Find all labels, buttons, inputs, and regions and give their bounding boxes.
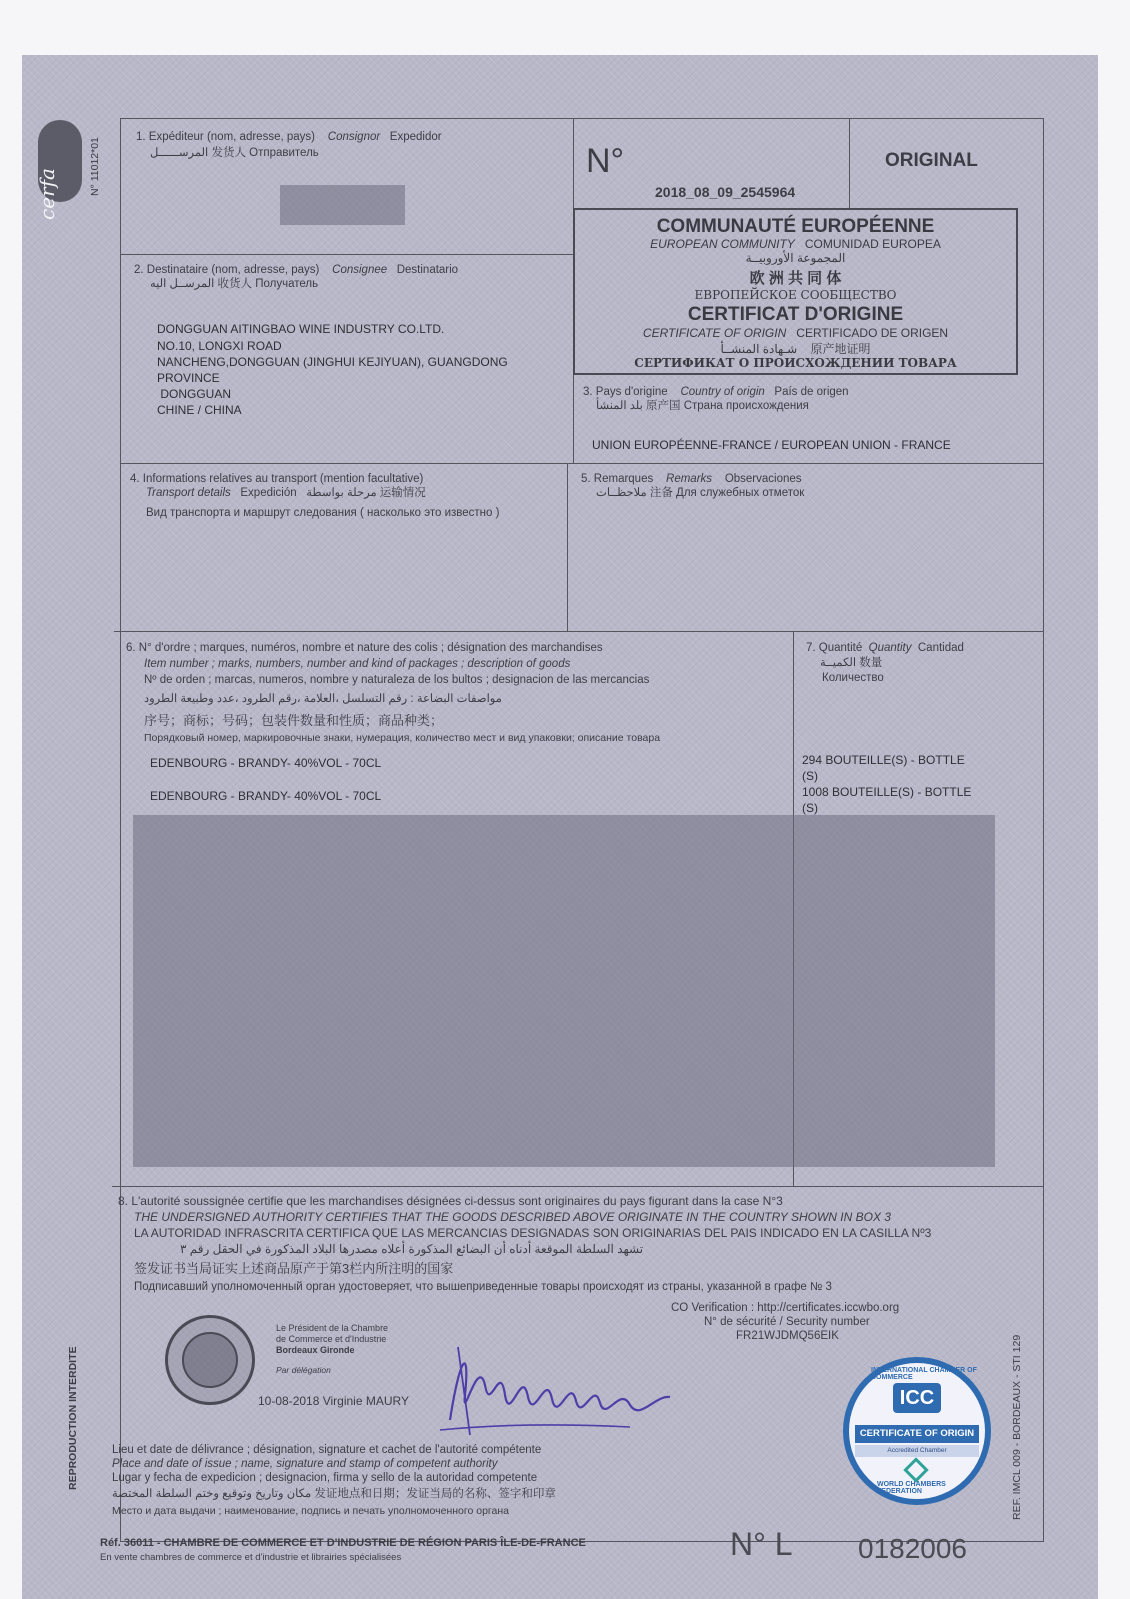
footer-reference: Réf. 36011 - CHAMBRE DE COMMERCE ET D'INDUSTRIE DE RÉGION PARIS ÎLE-DE-FRANCE xyxy=(100,1537,586,1549)
remarks-label-multi: ملاحظــات 注备 Для служебных отметок xyxy=(596,487,805,499)
chamber-seal xyxy=(165,1315,255,1405)
quantity-value: 294 BOUTEILLE(S) - BOTTLE xyxy=(802,753,965,767)
country-of-origin-label: 3. Pays d'origine Country of origin País de origen xyxy=(583,386,849,398)
cerfa-logo: cerfa xyxy=(38,120,82,202)
consignee-address-line: DONGGUAN AITINGBAO WINE INDUSTRY CO.LTD. xyxy=(157,322,445,336)
consignee-address-line: NANCHENG,DONGGUAN (JINGHUI KEJIYUAN), GUANGDONG xyxy=(157,355,508,369)
verification-url: CO Verification : http://certificates.iccwbo.org xyxy=(671,1302,900,1314)
transport-label-ru: Вид транспорта и маршрут следования ( насколько это известно ) xyxy=(146,507,500,519)
place-label-en: Place and date of issue ; name, signature and stamp of competent authority xyxy=(112,1458,498,1470)
certification-ar: تشهد السلطة الموقعة أدناه أن البضائع المذكورة أعلاه مصدرها البلاد المذكورة في الحقل رقم ٣ xyxy=(180,1242,644,1256)
serial-label: N° L xyxy=(730,1526,793,1562)
consignor-redacted xyxy=(280,185,405,225)
issue-date-signatory: 10-08-2018 Virginie MAURY xyxy=(258,1394,409,1408)
goods-label: 6. N° d'ordre ; marques, numéros, nombre et nature des colis ; désignation des marchandises xyxy=(126,642,603,654)
icc-band: CERTIFICATE OF ORIGIN xyxy=(855,1425,979,1443)
remarks-label: 5. Remarques Remarks Observaciones xyxy=(581,473,802,485)
divider xyxy=(120,463,1044,464)
cert-title-en-es: CERTIFICATE OF ORIGIN CERTIFICADO DE ORIGEN xyxy=(642,326,949,340)
president-line: Bordeaux Gironde xyxy=(276,1345,355,1355)
ec-title-zh: 欧 洲 共 同 体 xyxy=(749,270,842,287)
icc-ring-bottom: WORLD CHAMBERS FEDERATION xyxy=(877,1481,946,1495)
cert-title-fr: CERTIFICAT D'ORIGINE xyxy=(687,304,904,325)
goods-item: EDENBOURG - BRANDY- 40%VOL - 70CL xyxy=(150,756,382,770)
certification-en: THE UNDERSIGNED AUTHORITY CERTIFIES THAT THE GOODS DESCRIBED ABOVE ORIGINATE IN THE COUNTRY SHOWN IN BOX 3 xyxy=(134,1210,891,1224)
quantity-label-ru: Количество xyxy=(822,672,884,684)
ec-title-en-es: EUROPEAN COMMUNITY COMUNIDAD EUROPEA xyxy=(650,237,941,251)
icc-ring-top: INTERNATIONAL CHAMBER OF COMMERCE xyxy=(871,1367,977,1381)
quantity-value: (S) xyxy=(802,801,818,815)
consignor-label: 1. Expéditeur (nom, adresse, pays) Consignor Expedidor xyxy=(136,131,442,143)
consignee-address-line: CHINE / CHINA xyxy=(157,403,242,417)
certification-es: LA AUTORIDAD INFRASCRITA CERTIFICA QUE LAS MERCANCIAS DESIGNADAS SON ORIGINARIAS DEL PAIS INDICADO EN LA CASILLA Nº3 xyxy=(134,1226,932,1240)
quantity-value: (S) xyxy=(802,769,818,783)
consignee-label: 2. Destinataire (nom, adresse, pays) Consignee Destinatario xyxy=(134,264,459,276)
number-label: N° xyxy=(586,142,625,180)
certificate-number: 2018_08_09_2545964 xyxy=(655,184,796,200)
consignee-address-line: NO.10, LONGXI ROAD xyxy=(157,339,282,353)
place-label-fr: Lieu et date de délivrance ; désignation, signature et cachet de l'autorité compétente xyxy=(112,1444,542,1456)
cert-title-ru: СЕРТИФИКАТ О ПРОИСХОЖДЕНИИ ТОВАРА xyxy=(634,356,957,370)
consignee-address-line: PROVINCE xyxy=(157,371,220,385)
divider xyxy=(120,254,573,255)
certification-zh: 签发证书当局证实上述商品原产于第3栏内所注明的国家 xyxy=(134,1261,454,1276)
security-number: FR21WJDMQ56EIK xyxy=(736,1330,839,1342)
ec-title-fr: COMMUNAUTÉ EUROPÉENNE xyxy=(656,216,935,237)
wcf-icon xyxy=(903,1457,928,1482)
transport-label: 4. Informations relatives au transport (mention facultative) xyxy=(130,473,424,485)
president-line: de Commerce et d'Industrie xyxy=(276,1334,387,1344)
country-of-origin-label-multi: بلد المنشأ 原产国 Страна происхождения xyxy=(596,400,809,412)
divider xyxy=(849,118,850,208)
signature xyxy=(430,1335,680,1445)
delegation-note: Par délégation xyxy=(276,1365,331,1375)
place-label-es: Lugar y fecha de expedicion ; designacion, firma y sello de la autoridad competente xyxy=(112,1472,538,1484)
icc-sub: Accredited Chamber xyxy=(855,1445,979,1457)
consignee-address-line: DONGGUAN xyxy=(157,387,232,401)
icc-stamp xyxy=(843,1357,991,1505)
serial-number: 0182006 xyxy=(858,1533,968,1564)
goods-redacted-area xyxy=(133,815,995,1167)
country-of-origin-value: UNION EUROPÉENNE-FRANCE / EUROPEAN UNION - FRANCE xyxy=(592,438,951,452)
footer-sale-note: En vente chambres de commerce et d'industrie et librairies spécialisées xyxy=(100,1552,402,1563)
place-label-ru: Место и дата выдачи ; наименование, подпись и печать уполномоченного органа xyxy=(112,1505,509,1517)
transport-label-multi: Transport details Expedición مرحلة بواسطة 运输情况 xyxy=(146,487,426,499)
goods-item: EDENBOURG - BRANDY- 40%VOL - 70CL xyxy=(150,789,382,803)
ec-title-ru: ЕВРОПЕЙСКОЕ СООБЩЕСТВО xyxy=(694,288,897,302)
place-label-ar-zh: مكان وتاريخ وتوقيع وختم السلطة المختصة 发证地点和日期；发证当局的名称、签字和印章 xyxy=(112,1488,556,1500)
president-line: Le Président de la Chambre xyxy=(276,1323,389,1333)
icc-logo: ICC xyxy=(893,1383,941,1413)
certification-fr: 8. L'autorité soussignée certifie que les marchandises désignées ci-dessus sont originaires du pays figurant dans la case N°3 xyxy=(118,1194,783,1208)
quantity-label-multi: الكميــة 数量 xyxy=(820,657,883,669)
divider xyxy=(114,631,1044,632)
goods-label-zh: 序号；商标；号码；包装件数量和性质；商品种类； xyxy=(144,713,444,728)
quantity-label: 7. Quantité Quantity Cantidad xyxy=(806,642,964,654)
reproduction-notice: REPRODUCTION INTERDITE xyxy=(67,1346,79,1490)
quantity-value: 1008 BOUTEILLE(S) - BOTTLE xyxy=(802,785,972,799)
goods-label-es: Nº de orden ; marcas, numeros, nombre y naturaleza de los bultos ; designacion de las mercancias xyxy=(144,674,650,686)
european-community-box xyxy=(573,208,1018,375)
cert-title-ar-zh: شـهادة المنشــأ 原产地证明 xyxy=(720,342,871,356)
divider xyxy=(567,463,568,631)
security-number-label: N° de sécurité / Security number xyxy=(704,1316,870,1328)
goods-label-ar: مواصفات البضاعة : رقم التسلسل ،العلامة ،رقم الطرود ،عدد وطبيعة الطرود xyxy=(144,693,502,705)
certification-ru: Подписавший уполномоченный орган удостоверяет, что вышеприведенные товары происходят из страны, указанной в графе № 3 xyxy=(134,1281,832,1293)
goods-label-ru: Порядковый номер, маркировочные знаки, нумерация, количество мест и вид упаковки; описание товара xyxy=(144,732,661,744)
original-mark: ORIGINAL xyxy=(885,150,978,171)
consignee-label-multi: المرســل اليه 收货人 Получатель xyxy=(150,278,319,290)
divider xyxy=(112,1186,1044,1187)
cerfa-number: N° 11012*01 xyxy=(89,137,101,196)
goods-label-en: Item number ; marks, numbers, number and kind of packages ; description of goods xyxy=(144,658,571,670)
ec-title-ar: المجموعة الأوروبيــة xyxy=(745,251,846,265)
form-reference: REF. IMCL 009 - BORDEAUX - STI 129 xyxy=(1011,1334,1023,1520)
consignor-label-multi: المرســــــل 发货人 Отправитель xyxy=(150,147,319,159)
